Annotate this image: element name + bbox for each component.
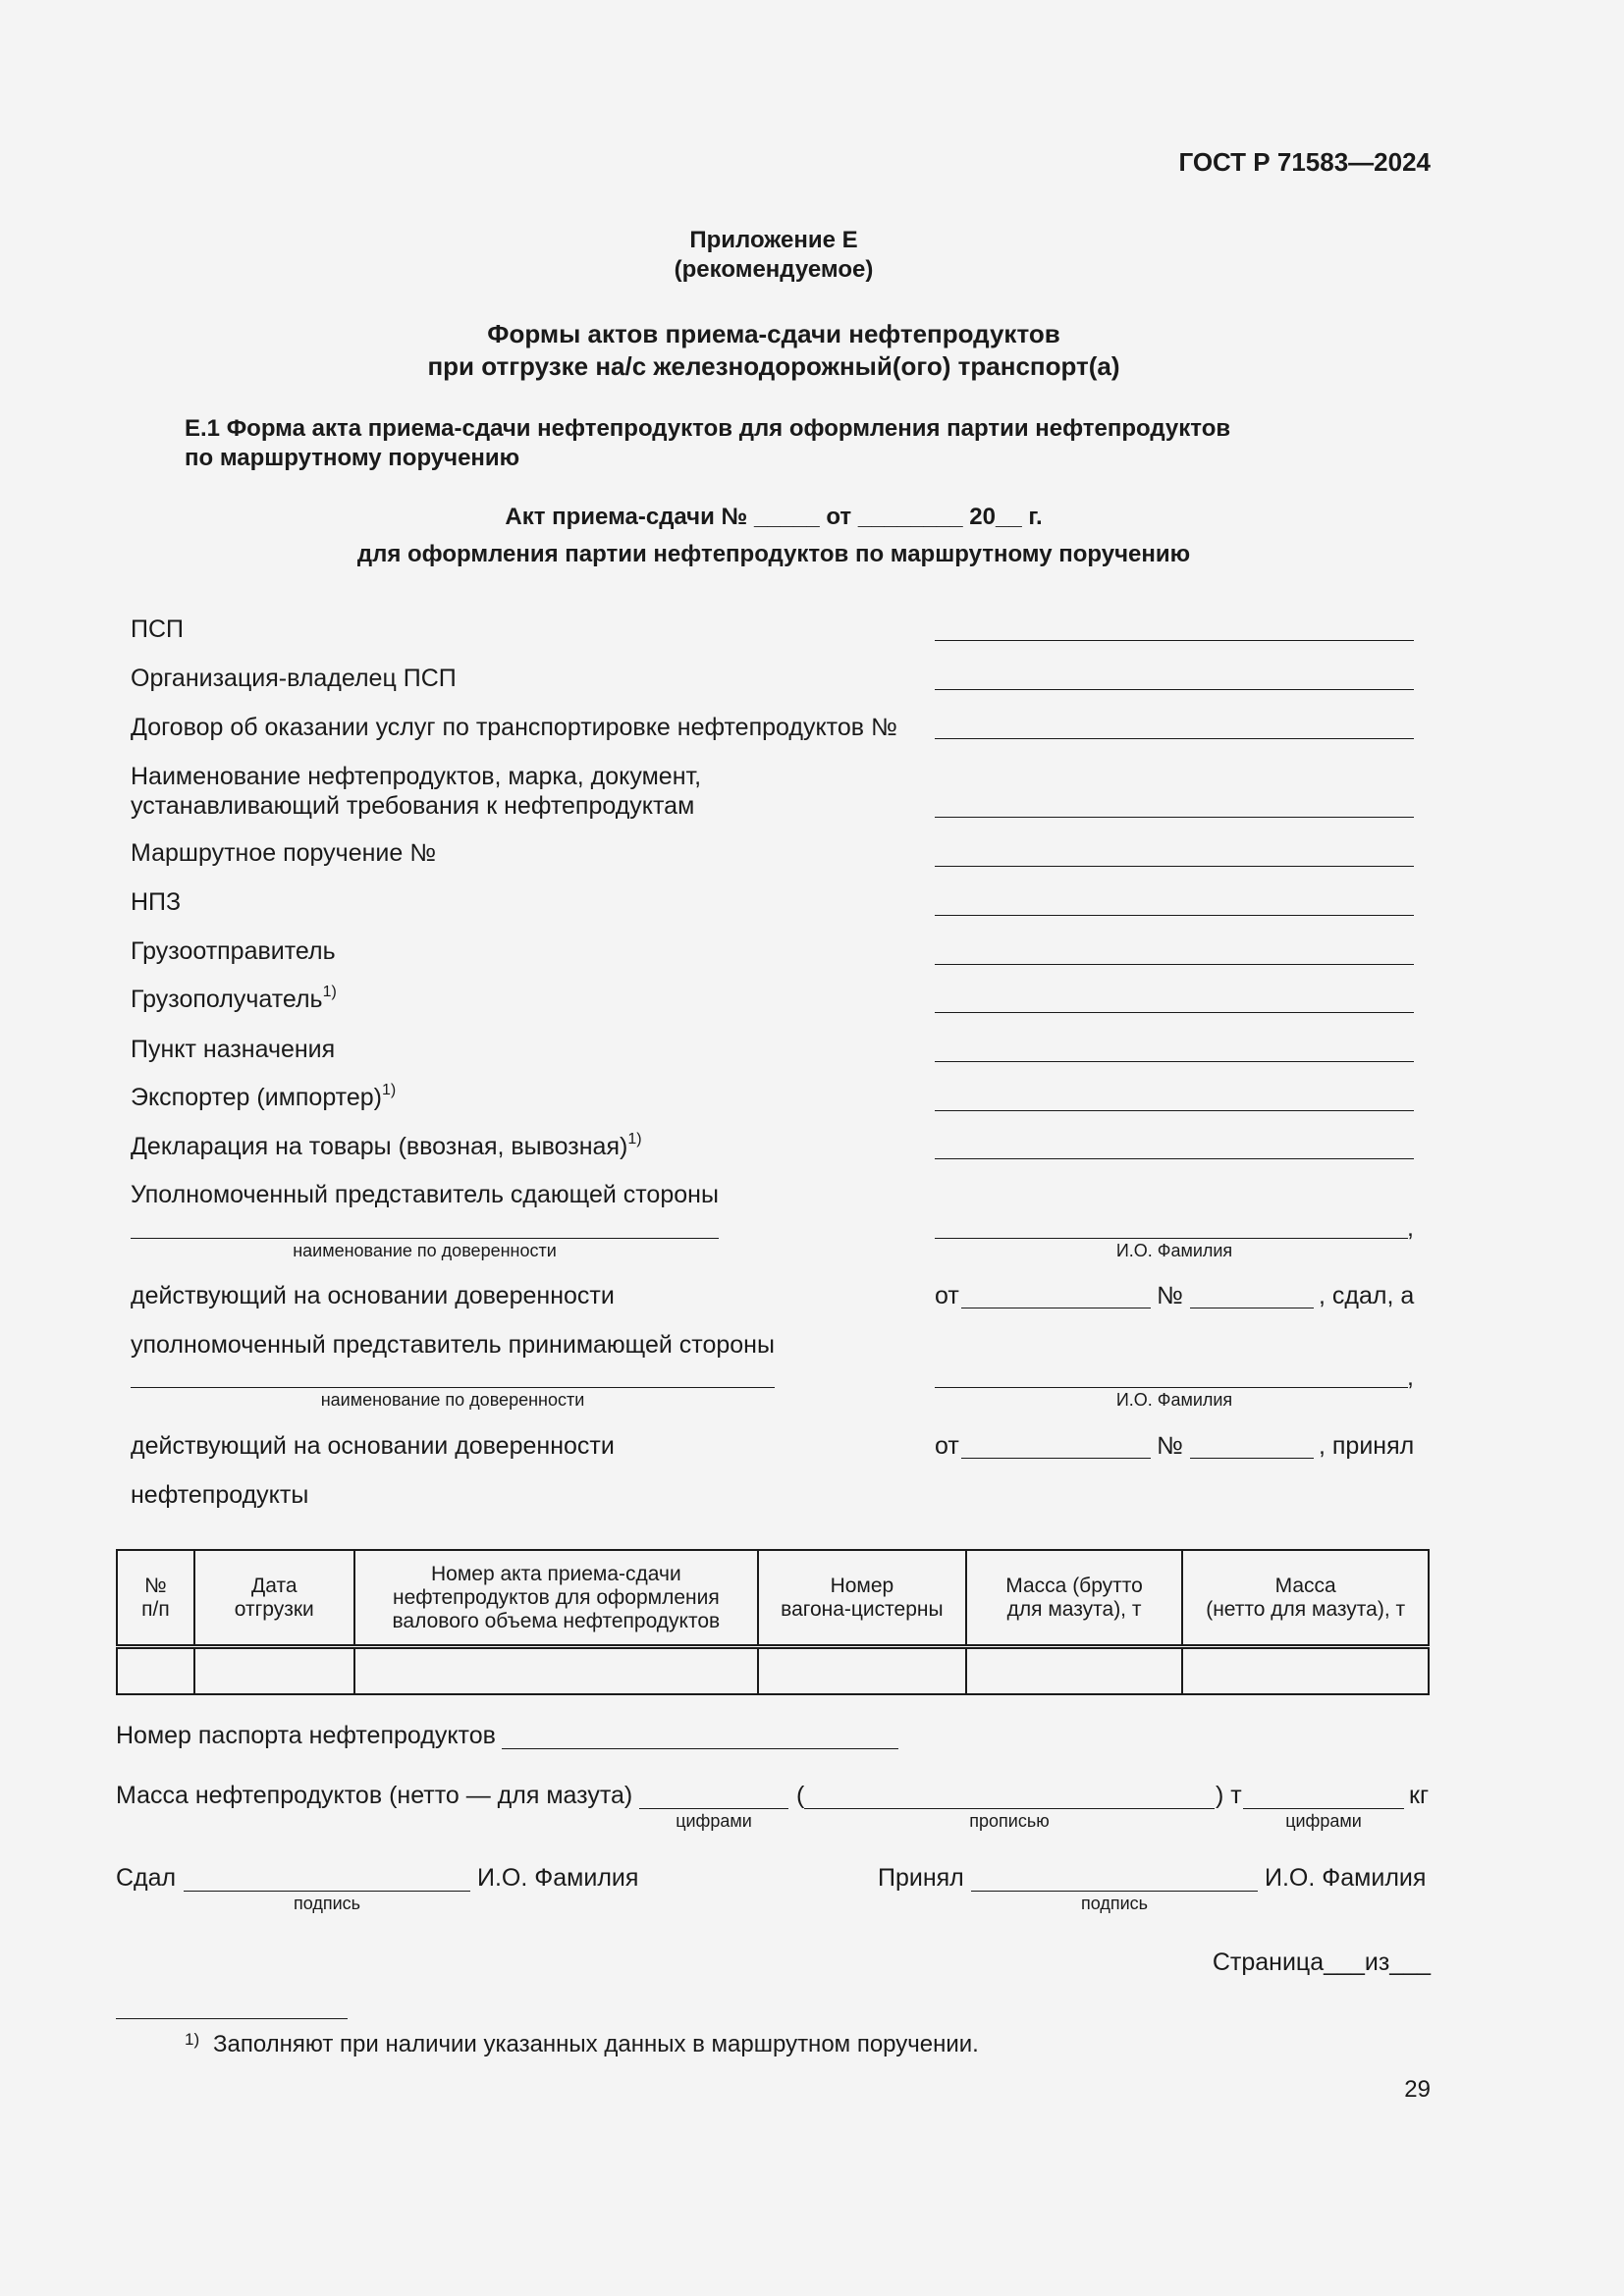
field-consignee-line[interactable]	[935, 1012, 1414, 1013]
footnote-mark: 1)	[322, 983, 337, 1000]
accepted-signature-caption: подпись	[1080, 1894, 1149, 1913]
field-destination-label: Пункт назначения	[131, 1036, 336, 1063]
mass-words-line[interactable]	[804, 1808, 1215, 1809]
footnote-mark: 1)	[627, 1130, 642, 1148]
mass-paren-open: (	[796, 1782, 805, 1809]
document-title-line1: Формы актов приема-сдачи нефтепродуктов	[487, 319, 1060, 348]
receiver-name-caption: И.О. Фамилия	[1115, 1390, 1233, 1410]
col-header-act-number: Номер акта приема-сдачи нефтепродуктов для оформления валового объема нефтепродуктов	[354, 1550, 758, 1647]
mass-tonnes-label: ) т	[1216, 1782, 1242, 1809]
passport-label: Номер паспорта нефтепродуктов	[116, 1722, 496, 1749]
receiver-acting-label: действующий на основании доверенности	[131, 1432, 615, 1460]
receiver-proxy-date-line[interactable]	[961, 1458, 1151, 1459]
field-shipper-label: Грузоотправитель	[131, 937, 336, 965]
receiver-proxy-line[interactable]	[131, 1387, 775, 1388]
col-header-wagon: Номер вагона-цистерны	[758, 1550, 966, 1647]
mass-words-caption: прописью	[969, 1811, 1050, 1831]
act-subtitle: для оформления партии нефтепродуктов по маршрутному поручению	[356, 541, 1191, 567]
field-owner-label: Организация-владелец ПСП	[131, 665, 457, 692]
handed-by-label: Сдал	[116, 1864, 177, 1892]
field-destination-line[interactable]	[935, 1061, 1414, 1062]
field-psp-line[interactable]	[935, 640, 1414, 641]
table-cell[interactable]	[117, 1647, 194, 1695]
field-contract-label: Договор об оказании услуг по транспортировке нефтепродуктов №	[131, 714, 897, 741]
accepted-by-label: Принял	[878, 1864, 964, 1892]
col-header-date: Дата отгрузки	[194, 1550, 354, 1647]
table-cell[interactable]	[966, 1647, 1183, 1695]
handed-signature-caption: подпись	[293, 1894, 361, 1913]
products-label: нефтепродукты	[131, 1481, 309, 1509]
appendix-title: Приложение Е	[689, 227, 858, 253]
receiver-comma: ,	[1407, 1363, 1414, 1391]
table-cell[interactable]	[194, 1647, 354, 1695]
field-route-order-label: Маршрутное поручение №	[131, 839, 437, 867]
mass-kg-line[interactable]	[1243, 1808, 1404, 1809]
footnote-text: Заполняют при наличии указанных данных в маршрутном поручении.	[213, 2031, 979, 2057]
sender-from-label: от	[935, 1282, 959, 1309]
sender-proxy-line[interactable]	[131, 1238, 719, 1239]
field-shipper-line[interactable]	[935, 964, 1414, 965]
field-product-label-1: Наименование нефтепродуктов, марка, документ,	[131, 763, 702, 790]
mass-digits-line[interactable]	[639, 1808, 788, 1809]
table-row	[117, 1647, 1429, 1695]
receiver-accepted-label: , принял	[1319, 1432, 1415, 1460]
table-cell[interactable]	[354, 1647, 758, 1695]
receiver-proxy-caption: наименование по доверенности	[320, 1390, 585, 1410]
receiver-from-label: от	[935, 1432, 959, 1460]
col-header-net-mass: Масса (нетто для мазута), т	[1182, 1550, 1429, 1647]
receiver-proxy-number-line[interactable]	[1190, 1458, 1314, 1459]
footnote-mark: 1)	[381, 1081, 397, 1098]
table-header-row	[117, 1550, 1429, 1647]
field-product-line[interactable]	[935, 817, 1414, 818]
receiver-name-line[interactable]	[935, 1387, 1408, 1388]
mass-label: Масса нефтепродуктов (нетто — для мазута)	[116, 1782, 633, 1809]
accepted-signature-line[interactable]	[971, 1891, 1258, 1892]
field-declaration-line[interactable]	[935, 1158, 1414, 1159]
sender-comma: ,	[1407, 1214, 1414, 1242]
field-declaration-label: Декларация на товары (ввозная, вывозная)$^{1)}$	[131, 1130, 642, 1160]
appendix-kind: (рекомендуемое)	[674, 256, 874, 283]
receiver-no-label: №	[1157, 1432, 1183, 1460]
sender-rep-label: Уполномоченный представитель сдающей стороны	[131, 1181, 719, 1208]
sender-name-line[interactable]	[935, 1238, 1408, 1239]
mass-kg-caption: цифрами	[1285, 1811, 1362, 1831]
col-header-gross-mass: Масса (брутто для мазута), т	[966, 1550, 1183, 1647]
field-exporter-label: Экспортер (импортер)$^{1)}$	[131, 1081, 397, 1111]
sender-proxy-caption: наименование по доверенности	[293, 1241, 557, 1260]
footnote-separator	[116, 2018, 348, 2019]
field-psp-label: ПСП	[131, 615, 184, 643]
page-of-pages: Страница___из___	[1212, 1949, 1431, 1976]
accepted-name: И.О. Фамилия	[1265, 1864, 1427, 1892]
col-header-number: № п/п	[117, 1550, 194, 1647]
acts-table	[116, 1549, 1430, 1695]
field-exporter-line[interactable]	[935, 1110, 1414, 1111]
document-title-line2: при отгрузке на/с железнодорожный(ого) транспорт(а)	[427, 351, 1120, 381]
field-product-label-2: устанавливающий требования к нефтепродуктам	[131, 792, 695, 820]
section-heading-line1: Е.1 Форма акта приема-сдачи нефтепродуктов для оформления партии нефтепродуктов	[185, 415, 1231, 442]
sender-no-label: №	[1157, 1282, 1183, 1309]
passport-line[interactable]	[502, 1748, 898, 1749]
mass-kg-label: кг	[1409, 1782, 1430, 1809]
field-contract-line[interactable]	[935, 738, 1414, 739]
sender-acting-label: действующий на основании доверенности	[131, 1282, 615, 1309]
page-number: 29	[1404, 2076, 1431, 2103]
table-cell[interactable]	[1182, 1647, 1429, 1695]
act-title: Акт приема-сдачи № _____ от ________ 20__ г.	[505, 504, 1043, 530]
sender-handed-label: , сдал, а	[1319, 1282, 1415, 1309]
field-owner-line[interactable]	[935, 689, 1414, 690]
sender-name-caption: И.О. Фамилия	[1115, 1241, 1233, 1260]
field-refinery-line[interactable]	[935, 915, 1414, 916]
footnote-mark: 1)	[185, 2030, 200, 2049]
table-cell[interactable]	[758, 1647, 966, 1695]
field-route-order-line[interactable]	[935, 866, 1414, 867]
handed-name: И.О. Фамилия	[477, 1864, 639, 1892]
section-heading-line2: по маршрутному поручению	[185, 445, 520, 471]
handed-signature-line[interactable]	[184, 1891, 470, 1892]
receiver-rep-label: уполномоченный представитель принимающей стороны	[131, 1331, 775, 1359]
mass-digits-caption: цифрами	[676, 1811, 752, 1831]
field-refinery-label: НПЗ	[131, 888, 182, 916]
field-consignee-label: Грузополучатель$^{1)}$	[131, 983, 337, 1013]
standard-number: ГОСТ Р 71583—2024	[1178, 147, 1431, 177]
